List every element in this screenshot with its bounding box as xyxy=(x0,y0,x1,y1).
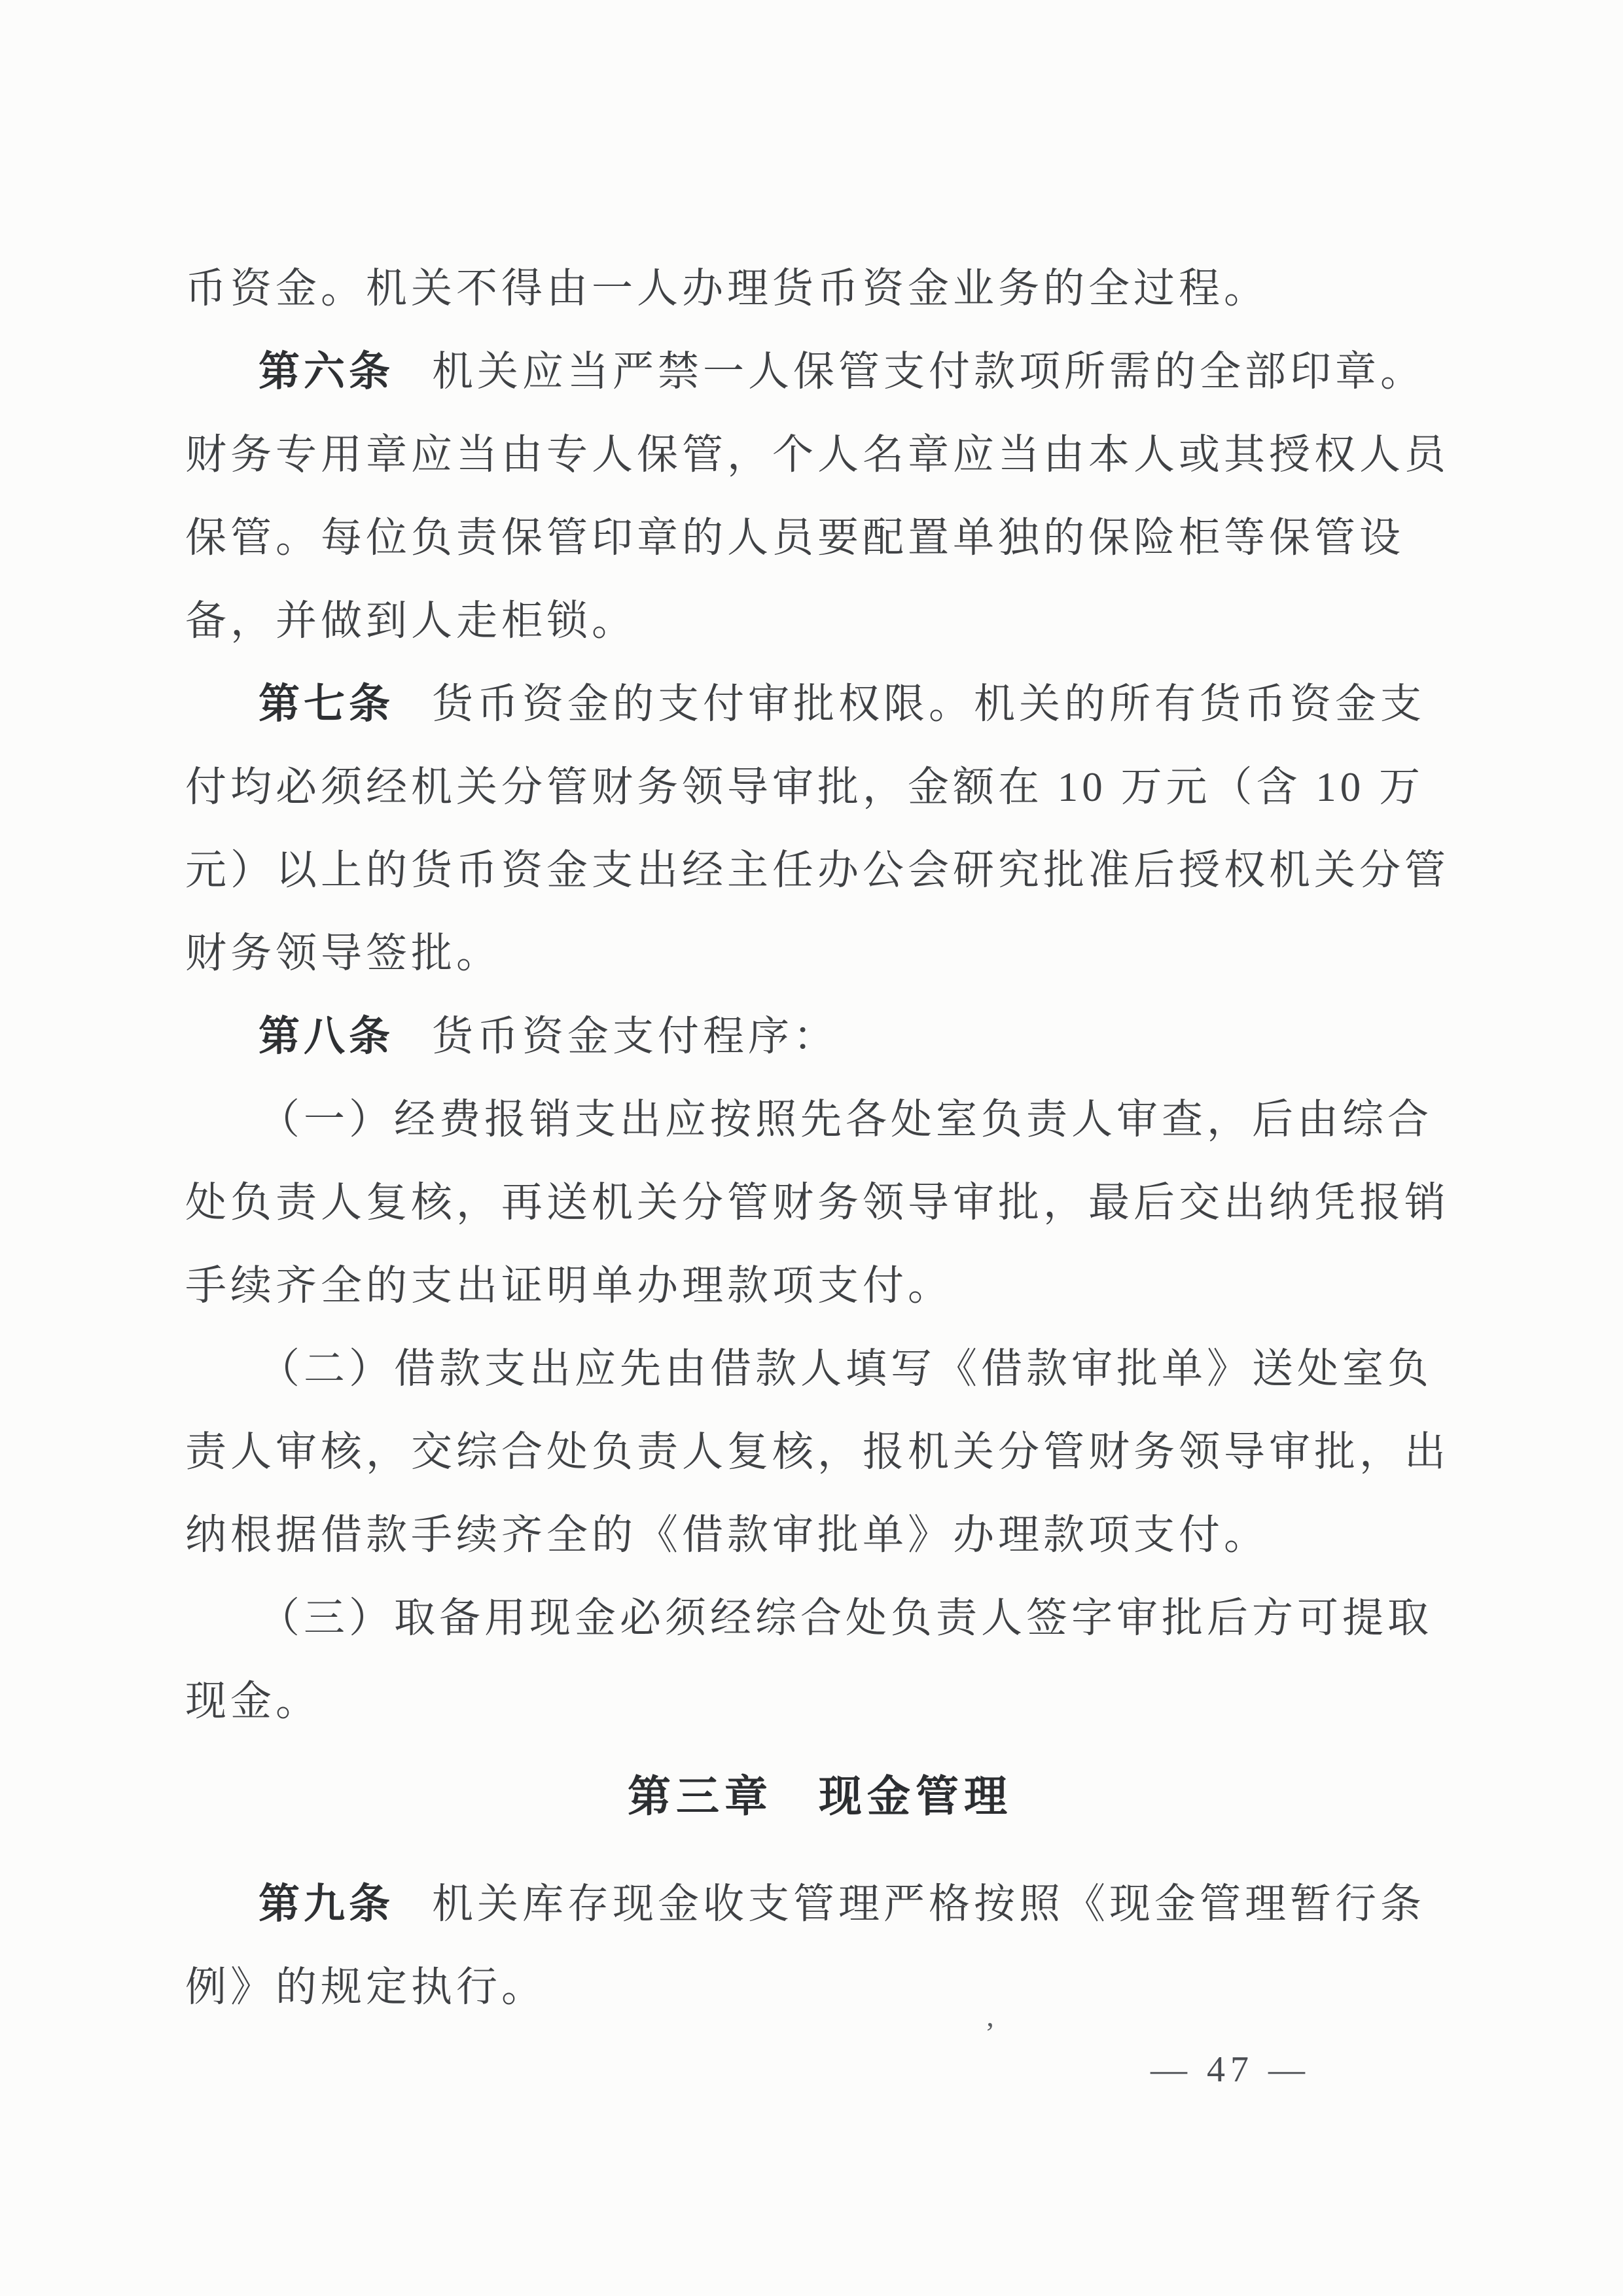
article-number: 第八条 xyxy=(259,1014,394,1059)
chapter-heading xyxy=(185,1755,1455,1838)
body-text-line: （二）借款支出应先由借款人填写《借款审批单》送处室负 xyxy=(259,1346,1433,1392)
body-text-line xyxy=(185,663,1455,746)
line-text: 货币资金的支付审批权限。机关的所有货币资金支 xyxy=(432,681,1425,727)
page-number: — 47 — xyxy=(1150,2049,1310,2090)
body-text-line: 财务领导签批。 xyxy=(185,930,501,976)
article-number: 第七条 xyxy=(259,681,394,727)
body-text-line: 元）以上的货币资金支出经主任办公会研究批准后授权机关分管 xyxy=(185,847,1450,893)
body-text-line: 手续齐全的支出证明单办理款项支付。 xyxy=(185,1263,953,1309)
body-text-line: 处负责人复核，再送机关分管财务领导审批，最后交出纳凭报销 xyxy=(185,1180,1450,1226)
body-text-line: 现金。 xyxy=(185,1678,321,1724)
scan-artifact-mark: ’ xyxy=(985,2016,995,2049)
body-text-line xyxy=(185,330,1455,414)
body-text-line: 例》的规定执行。 xyxy=(185,1964,546,2010)
document-body xyxy=(185,247,1455,2029)
body-text-line: 币资金。机关不得由一人办理货币资金业务的全过程。 xyxy=(185,266,1269,311)
body-text-line: 保管。每位负责保管印章的人员要配置单独的保险柜等保管设 xyxy=(185,515,1404,561)
line-text: 机关应当严禁一人保管支付款项所需的全部印章。 xyxy=(432,349,1425,395)
chapter-title: 现金管理 xyxy=(819,1772,1012,1820)
body-text-line: 责人审核，交综合处负责人复核，报机关分管财务领导审批，出 xyxy=(185,1429,1450,1475)
line-text: 货币资金支付程序： xyxy=(432,1014,838,1059)
article-number: 第九条 xyxy=(259,1881,394,1927)
body-text-line xyxy=(185,995,1455,1078)
body-text-line: 财务专用章应当由专人保管，个人名章应当由本人或其授权人员 xyxy=(185,432,1450,478)
body-text-line: （一）经费报销支出应按照先各处室负责人审查，后由综合 xyxy=(259,1097,1433,1142)
article-number: 第六条 xyxy=(259,349,394,395)
line-text: 机关库存现金收支管理严格按照《现金管理暂行条 xyxy=(432,1881,1425,1927)
body-text-line xyxy=(185,1863,1455,1946)
body-text-line: 付均必须经机关分管财务领导审批，金额在 10 万元（含 10 万 xyxy=(185,764,1424,810)
body-text-line: 备，并做到人走柜锁。 xyxy=(185,598,637,644)
body-text-line: （三）取备用现金必须经综合处负责人签字审批后方可提取 xyxy=(259,1595,1433,1641)
chapter-number: 第三章 xyxy=(628,1772,773,1820)
body-text-line: 纳根据借款手续齐全的《借款审批单》办理款项支付。 xyxy=(185,1512,1269,1558)
